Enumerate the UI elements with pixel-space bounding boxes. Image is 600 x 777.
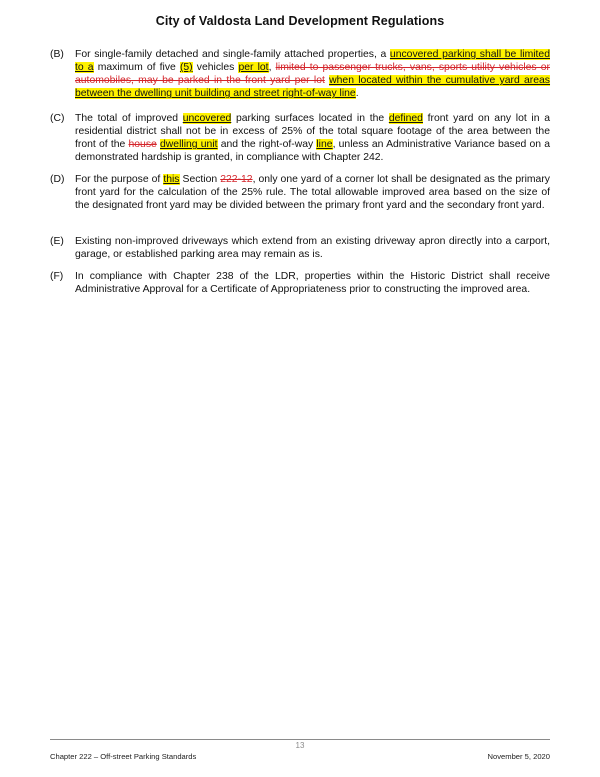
text-run: . xyxy=(355,88,359,100)
clause-letter: (B) xyxy=(50,49,64,60)
footer-date: November 5, 2020 xyxy=(487,752,550,761)
deleted-text: limited to passenger trucks, vans, sports utility vehicles or automobiles, may be parked in the front yard per lot xyxy=(75,62,550,87)
clause-letter: (D) xyxy=(50,174,65,185)
clause-b xyxy=(50,48,550,100)
page-number: 13 xyxy=(295,741,305,750)
clause-c xyxy=(50,112,550,164)
inserted-text: per lot xyxy=(238,62,269,74)
clause-e xyxy=(50,235,550,261)
clause-letter: (C) xyxy=(50,113,65,124)
text-run: For single-family detached and single-family attached properties, a xyxy=(75,49,390,60)
clause-d xyxy=(50,173,550,212)
clause-text xyxy=(75,112,550,164)
inserted-text: this xyxy=(163,174,180,185)
footer-chapter-title: Chapter 222 – Off-street Parking Standards xyxy=(50,752,197,761)
footer-divider xyxy=(50,739,550,740)
deleted-text: 222-12 xyxy=(220,174,253,185)
text-run: and the right-of-way xyxy=(217,139,317,151)
text-run: maximum of five xyxy=(93,62,180,74)
inserted-text: defined xyxy=(388,113,423,124)
clause-f xyxy=(50,270,550,296)
text-run: , only one yard of a corner lot shall be designated as the primary front yard for the calculation of the 25% rule. The total allowable improved area based on the size of the designated front yard may be divided between the primary front yard and the secondary front yard. xyxy=(75,174,550,212)
clause-letter: (E) xyxy=(50,236,64,247)
inserted-text: uncovered parking shall be limited to a xyxy=(75,49,550,74)
clause-text xyxy=(75,173,550,212)
inserted-text: uncovered xyxy=(182,113,232,124)
text-run: For the purpose of xyxy=(75,174,164,185)
deleted-text: house xyxy=(128,139,157,151)
text-run: front yard on any lot in a residential district shall not be in excess of 25% of the total square footage of the area between the front of the xyxy=(75,113,550,151)
inserted-text: dwelling unit xyxy=(160,139,218,151)
text-run: Section xyxy=(179,174,221,185)
clause-text xyxy=(75,48,550,100)
text-run: , xyxy=(268,62,276,74)
text-run: parking surfaces located in the xyxy=(231,113,389,124)
text-run: , unless an Administrative Variance based on a demonstrated hardship is granted, in compliance with Chapter 242. xyxy=(75,139,550,164)
inserted-text: line xyxy=(316,139,333,151)
inserted-text: when located within the cumulative yard areas between the dwelling unit building and street right-of-way line xyxy=(75,75,551,100)
clause-text: In compliance with Chapter 238 of the LDR, properties within the Historic District shall receive Administrative Approval for a Certificate of Appropriateness prior to constructing the improved area. xyxy=(75,271,550,296)
text-run: The total of improved xyxy=(75,113,183,124)
clause-text: Existing non-improved driveways which extend from an existing driveway apron directly into a carport, garage, or established parking area may remain as is. xyxy=(75,236,550,261)
text-run: vehicles xyxy=(192,62,239,74)
inserted-text: (5) xyxy=(179,62,193,74)
page-title: City of Valdosta Land Development Regulations xyxy=(155,14,445,28)
clause-letter: (F) xyxy=(50,271,64,282)
